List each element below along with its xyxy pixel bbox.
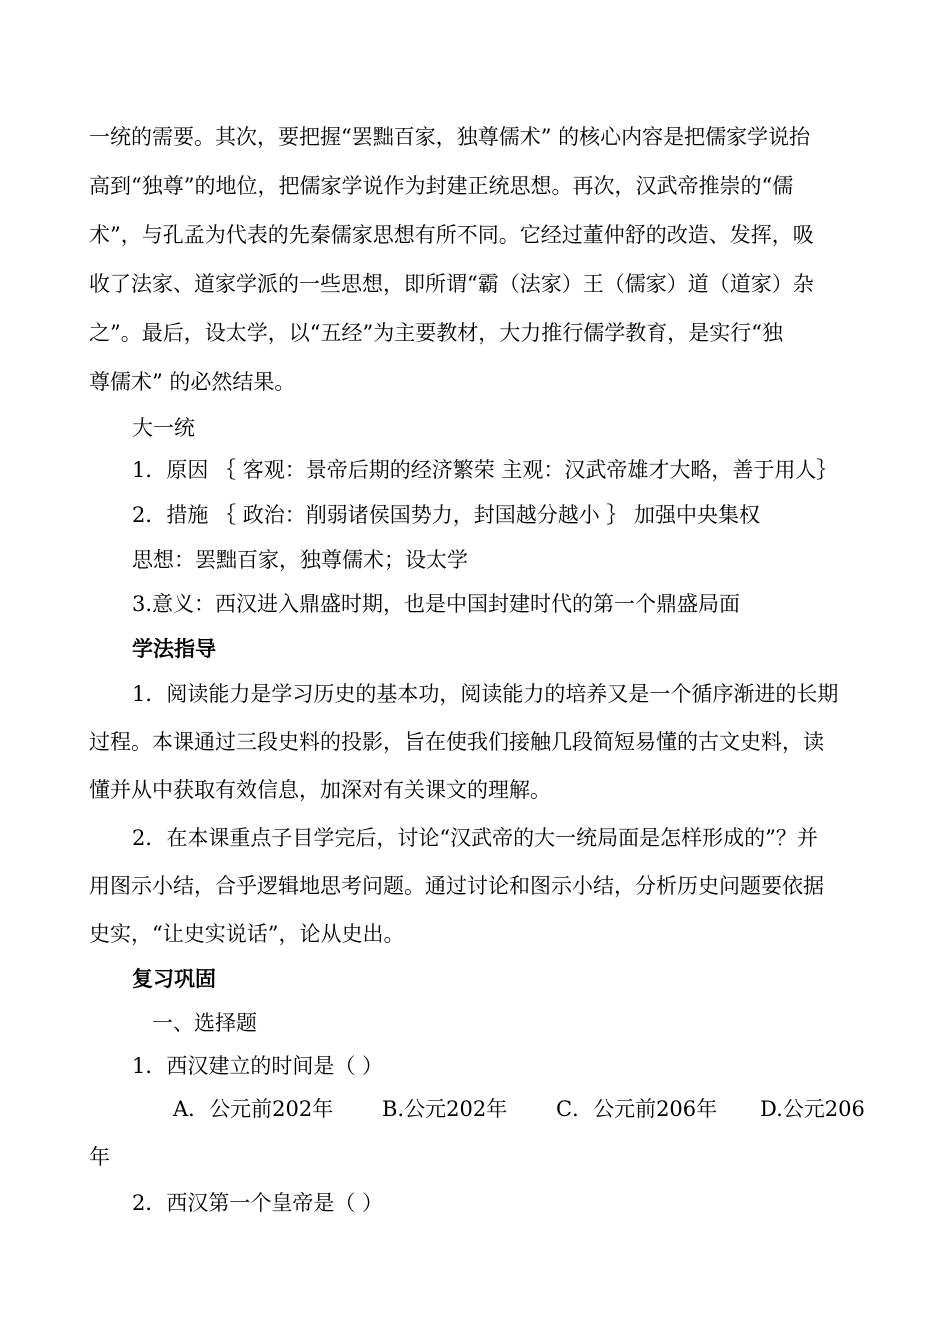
question-2: 2．西汉第一个皇帝是（ ） (132, 1191, 384, 1215)
option-a: A．公元前202年 (173, 1097, 334, 1121)
option-b: B.公元202年 (382, 1097, 508, 1121)
section-heading: 学法指导 (132, 636, 216, 661)
text-line: 用图示小结，合乎逻辑地思考问题。通过讨论和图示小结，分析历史问题要依据 (89, 874, 824, 898)
summary-meaning: 3.意义：西汉进入鼎盛时期，也是中国封建时代的第一个鼎盛局面 (132, 592, 741, 616)
text-line: 一统的需要。其次，要把握“罢黜百家，独尊儒术” 的核心内容是把儒家学说抬 (89, 125, 811, 149)
text-line: 懂并从中获取有效信息，加深对有关课文的理解。 (89, 778, 551, 802)
text-line: 1．阅读能力是学习历史的基本功，阅读能力的培养又是一个循序渐进的长期 (132, 682, 839, 706)
text-line: 尊儒术” 的必然结果。 (89, 370, 296, 394)
option-wrap: 年 (89, 1145, 110, 1169)
text-line: 史实，“让史实说话”，论从史出。 (89, 922, 405, 946)
text-line: 术”，与孔孟为代表的先秦儒家思想有所不同。它经过董仲舒的改造、发挥，吸 (89, 223, 814, 247)
text-line: 过程。本课通过三段史料的投影，旨在使我们接触几段简短易懂的古文史料，读 (89, 730, 824, 754)
text-line: 高到“独尊”的地位，把儒家学说作为封建正统思想。再次，汉武帝推崇的“儒 (89, 174, 794, 198)
summary-measure: 2．措施 ｛ 政治：削弱诸侯国势力，封国越分越小 ｝ 加强中央集权 (132, 503, 761, 527)
question-section-title: 一、选择题 (152, 1011, 257, 1035)
summary-title: 大一统 (132, 416, 195, 440)
summary-cause: 1．原因 ｛ 客观：景帝后期的经济繁荣 主观：汉武帝雄才大略，善于用人｝ (132, 458, 838, 482)
text-line: 收了法家、道家学派的一些思想，即所谓“霸（法家）王（儒家）道（道家）杂 (89, 272, 814, 296)
text-line: 之”。最后，设太学，以“五经”为主要教材，大力推行儒学教育，是实行“独 (89, 321, 783, 345)
section-heading: 复习巩固 (132, 966, 216, 991)
summary-thought: 思想：罢黜百家，独尊儒术；设太学 (132, 548, 468, 572)
text-line: 2．在本课重点子目学完后，讨论“汉武帝的大一统局面是怎样形成的”？并 (132, 826, 818, 850)
question-1: 1．西汉建立的时间是（ ） (132, 1054, 384, 1078)
option-d: D.公元206 (760, 1097, 865, 1121)
option-c: C．公元前206年 (556, 1097, 718, 1121)
